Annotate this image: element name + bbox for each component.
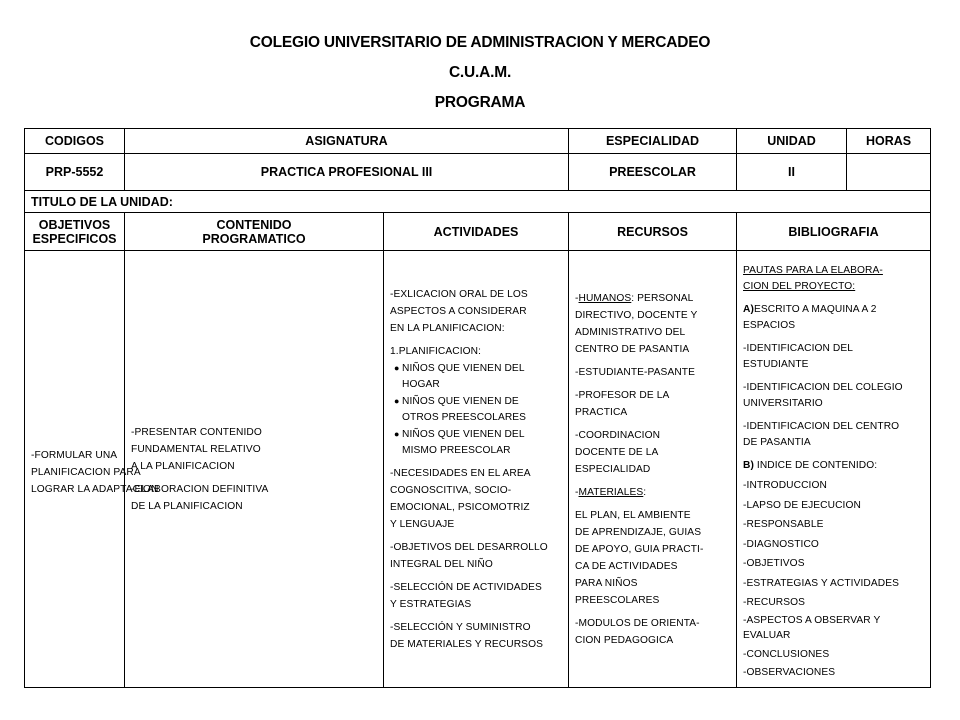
text-line: -IDENTIFICACION DEL COLEGIO [743,381,903,393]
list-item: -RECURSOS [743,597,806,608]
course-codigo: PRP-5552 [25,154,125,191]
columns-header-row [25,213,931,251]
text-line: A LA PLANIFICACION [131,460,235,472]
text-line: -NECESIDADES EN EL AREA [390,467,531,479]
contenido-cell [125,251,384,688]
col-bibliografia: BIBLIOGRAFIA [737,213,931,251]
paragraph [390,539,564,573]
col-contenido [125,213,384,251]
paragraph [575,387,732,421]
paragraph [743,419,926,452]
col-actividades: ACTIVIDADES [384,213,569,251]
text-line: COGNOSCITIVA, SOCIO- [390,484,512,496]
list-item: -DIAGNOSTICO [743,538,819,550]
paragraph [575,615,732,649]
index-list-end [743,646,926,682]
index-list [743,476,926,613]
list-item-cont: OTROS PREESCOLARES [402,411,527,423]
bibliografia-text [737,257,930,682]
paragraph [743,302,926,335]
contenido-text [125,418,383,515]
list-item [390,393,564,410]
materiales-label: MATERIALES [578,486,644,498]
text-line: PAUTAS PARA LA ELABORA- [743,264,883,276]
text-line: -MODULOS DE ORIENTA- [575,617,700,629]
text-line: -COORDINACION [575,429,661,441]
text-line: -EXLICACION ORAL DE LOS [390,288,528,300]
list-item: -ESTRATEGIAS Y ACTIVIDADES [743,577,900,589]
bibliografia-cell [737,251,931,688]
bullet-text: NIÑOS QUE VIENEN DEL [402,362,525,374]
text-line: EVALUAR [743,629,791,641]
list-item [390,360,564,377]
text-line: DOCENTE DE LA [575,446,659,458]
course-unidad: II [737,154,847,191]
col-objetivos-line2: ESPECIFICOS [32,231,117,246]
paragraph [390,619,564,653]
actividades-cell [384,251,569,688]
text-line: ASPECTOS A CONSIDERAR [390,305,527,317]
course-row [25,154,931,191]
text-line: EL PLAN, EL AMBIENTE [575,509,691,521]
college-name: COLEGIO UNIVERSITARIO DE ADMINISTRACION Y MERCADEO [249,34,711,51]
text-line: -FORMULAR UNA [31,449,118,461]
text-line: Y LENGUAJE [390,518,455,530]
section-b-label: B) [743,459,754,471]
humanos-label: HUMANOS [578,292,632,304]
text-line: PRACTICA [575,406,628,418]
text-line: EN LA PLANIFICACION: [390,322,505,334]
text-line: -ASPECTOS A OBSERVAR Y [743,614,881,626]
course-especialidad: PREESCOLAR [569,154,737,191]
objetivos-cell [25,251,159,688]
text-line: EMOCIONAL, PSICOMOTRIZ [390,501,530,513]
text-line: ESPECIALIDAD [575,463,651,475]
header-unidad: UNIDAD [737,129,847,154]
objetivos-text [25,441,159,498]
paragraph [390,465,564,533]
section-a-label: A) [743,303,754,315]
program-table [24,128,931,688]
col-contenido-line2: PROGRAMATICO [202,231,306,246]
course-horas [847,154,931,191]
paragraph [743,263,926,296]
text-line: INTEGRAL DEL NIÑO [390,558,493,570]
list-item-cont: MISMO PREESCOLAR [402,444,511,456]
text-line: CA DE ACTIVIDADES [575,560,678,572]
text-line: -IDENTIFICACION DEL [743,342,854,354]
course-asignatura: PRACTICA PROFESIONAL III [125,154,569,191]
text-line: ESPACIOS [743,320,796,331]
humanos-rest: : PERSONAL [631,292,694,304]
list-item: -LAPSO DE EJECUCION [743,499,861,511]
col-objetivos [25,213,125,251]
text-line: PLANIFICACION PARA [31,466,141,478]
bullet-icon: ● [394,428,400,439]
paragraph [575,427,732,478]
section-b-text: INDICE DE CONTENIDO: [753,459,878,471]
document-titles [0,28,960,118]
paragraph [575,364,732,381]
paragraph [743,380,926,413]
text-line: ADMINISTRATIVO DEL [575,326,686,338]
text-line: Y ESTRATEGIAS [390,598,472,610]
text-line: -IDENTIFICACION DEL CENTRO [743,420,900,432]
bullet-text: NIÑOS QUE VIENEN DEL [402,428,525,440]
paragraph [575,507,732,609]
text-line: ESTUDIANTE [743,359,809,370]
paragraph [743,341,926,374]
paragraph [390,286,564,337]
text-line: UNIVERSITARIO [743,398,823,409]
text-line: LOGRAR LA ADAPTACION [31,483,159,495]
text-line: -PROFESOR DE LA [575,389,670,401]
text-line: DIRECTIVO, DOCENTE Y [575,309,698,321]
text-line: CION PEDAGOGICA [575,634,674,646]
paragraph [390,343,564,459]
text-line: CION DEL PROYECTO: [743,281,856,292]
text-line: -MATERIALES: [575,486,647,498]
text-line: PARA NIÑOS [575,577,638,589]
list-item: -INTRODUCCION [743,480,827,491]
unit-title: TITULO DE LA UNIDAD: [25,191,931,213]
text-line: -ELABORACION DEFINITIVA [131,483,269,495]
header-asignatura: ASIGNATURA [125,129,569,154]
col-objetivos-line1: OBJETIVOS [38,217,111,232]
recursos-cell [569,251,737,688]
text-line: FUNDAMENTAL RELATIVO [131,443,261,455]
text-line: PREESCOLARES [575,594,660,606]
recursos-text [569,284,736,649]
actividades-text [384,280,568,653]
text-line: DE LA PLANIFICACION [131,500,243,512]
list-item: -CONCLUSIONES [743,648,830,660]
list-item [743,613,926,643]
text-line: DE PASANTIA [743,437,811,448]
document-type: PROGRAMA [434,94,526,111]
paragraph [131,481,379,515]
list-item [390,426,564,443]
paragraph [743,458,926,475]
header-especialidad: ESPECIALIDAD [569,129,737,154]
text-line: -SELECCIÓN DE ACTIVIDADES [390,581,542,593]
paragraph [575,484,732,501]
bullet-list [390,360,564,459]
list-item: -RESPONSABLE [743,519,824,530]
section-a-text: ESCRITO A MAQUINA A 2 [753,303,877,315]
col-contenido-line1: CONTENIDO [216,217,292,232]
col-recursos: RECURSOS [569,213,737,251]
text-line: CENTRO DE PASANTIA [575,343,690,355]
list-item-cont: HOGAR [402,378,440,390]
unit-title-row [25,191,931,213]
text-line: 1.PLANIFICACION: [390,345,482,357]
bullet-text: NIÑOS QUE VIENEN DE [402,395,519,407]
header-horas: HORAS [847,129,931,154]
paragraph [390,579,564,613]
list-item: -OBSERVACIONES [743,666,836,678]
text-line: -OBJETIVOS DEL DESARROLLO [390,541,548,553]
text-line: -ESTUDIANTE-PASANTE [575,366,696,378]
text-line: -SELECCIÓN Y SUMINISTRO [390,621,531,633]
text-line [743,458,926,475]
text-line [743,302,926,319]
header-codigos: CODIGOS [25,129,125,154]
college-acronym: C.U.A.M. [448,64,512,81]
text-line: DE MATERIALES Y RECURSOS [390,638,543,650]
text-line: -HUMANOS: PERSONAL [575,292,694,304]
bullet-icon: ● [394,362,400,373]
paragraph [575,290,732,358]
text-line: DE APRENDIZAJE, GUIAS [575,526,702,538]
content-row [25,251,931,688]
list-item: -OBJETIVOS [743,558,805,569]
paragraph [131,424,379,475]
header-row [25,129,931,154]
bullet-icon: ● [394,395,400,406]
text-line: DE APOYO, GUIA PRACTI- [575,543,704,555]
text-line: -PRESENTAR CONTENIDO [131,426,262,438]
